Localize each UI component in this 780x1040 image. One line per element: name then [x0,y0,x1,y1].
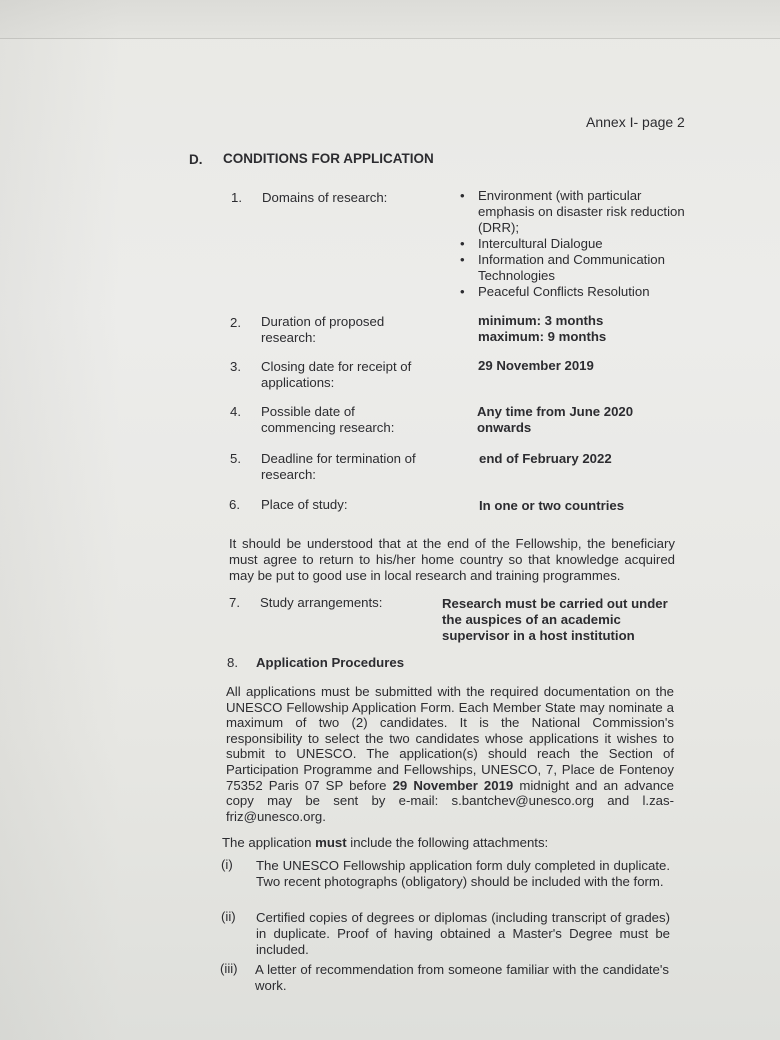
item-value: In one or two countries [479,498,625,513]
item-number: 2. [230,315,241,330]
item-label: Place of study: [261,497,348,512]
item-value: 29 November 2019 [478,358,594,373]
domain-text: Peaceful Conflicts Resolution [478,284,650,299]
attachments-intro-emphasis: must [315,835,347,850]
list-item [460,236,690,252]
item-number: 5. [230,451,241,466]
item-number: 6. [229,497,240,512]
attachment-text: Certified copies of degrees or diplomas (including transcript of grades) in duplicate. Proof of having obtained a Master's Degree must be included. [256,910,670,957]
procedures-deadline: 29 November 2019 [392,777,514,793]
bullet-icon: • [460,236,465,251]
procedures-text [226,684,674,824]
procedures-text-part: midnight and an advance copy may be sent by e-mail: s.bantchev@unesco.org and l.zas-friz@unesco.org. [226,777,674,824]
item-number: 8. [227,655,238,670]
bullet-icon: • [460,284,465,299]
domain-text: Intercultural Dialogue [478,236,603,251]
item-label: Domains of research: [262,190,388,205]
item-value: Any time from June 2020 onwards [477,404,634,435]
attachment-text: The UNESCO Fellowship application form duly completed in duplicate. Two recent photographs (obligatory) should be included with the form. [256,858,670,889]
item-label: Possible date of commencing research: [261,404,395,435]
item-number: 1. [231,190,242,205]
item-number: 3. [230,359,241,374]
item-label: Closing date for receipt of applications: [261,359,412,390]
list-item [460,252,690,284]
attachments-intro-text: include the following attachments: [346,835,549,850]
procedures-title: Application Procedures [256,655,405,670]
fellowship-note: It should be understood that at the end of the Fellowship, the beneficiary must agree to return to his/her home country so that knowledge acquired may be put to good use in local research and training programmes. [229,536,675,583]
item-label: Study arrangements: [260,595,383,610]
item-number: 4. [230,404,241,419]
attachment-text: A letter of recommendation from someone familiar with the candidate's work. [255,962,669,993]
item-number: 7. [229,595,240,610]
attachments-intro [222,835,672,851]
section-letter: D. [189,152,203,167]
section-title: CONDITIONS FOR APPLICATION [223,151,434,166]
domain-text: Information and Communication Technologies [478,252,665,283]
item-value [478,313,693,345]
item-value: end of February 2022 [479,451,612,466]
attachment-number: (iii) [220,961,238,976]
item-label: Deadline for termination of research: [261,451,416,482]
item-label: Duration of proposed research: [261,314,385,345]
list-item [460,188,690,236]
value-line: minimum: 3 months [478,313,604,328]
annex-page-label: Annex I- page 2 [586,114,685,130]
value-line: maximum: 9 months [478,329,607,344]
attachment-number: (ii) [221,909,236,924]
bullet-icon: • [460,188,465,203]
attachments-intro-text: The application [222,835,316,850]
item-value: Research must be carried out under the auspices of an academic supervisor in a host institution [442,596,668,643]
domains-list [460,188,690,300]
domain-text: Environment (with particular emphasis on disaster risk reduction (DRR); [478,188,685,235]
attachment-number: (i) [221,857,233,872]
procedures-text-part: All applications must be submitted with the required documentation on the UNESCO Fellowship Application Form. Each Member State may nominate a maximum of two (2) candidates. It is the National Commission's responsibility to select the two candidates whose applications it wishes to submit to UNESCO. The application(s) should reach the Section of Participation Programme and Fellowships, UNESCO, 7, Place de Fontenoy 75352 Paris 07 SP before [226,684,674,793]
bullet-icon: • [460,252,465,267]
list-item [460,284,690,300]
